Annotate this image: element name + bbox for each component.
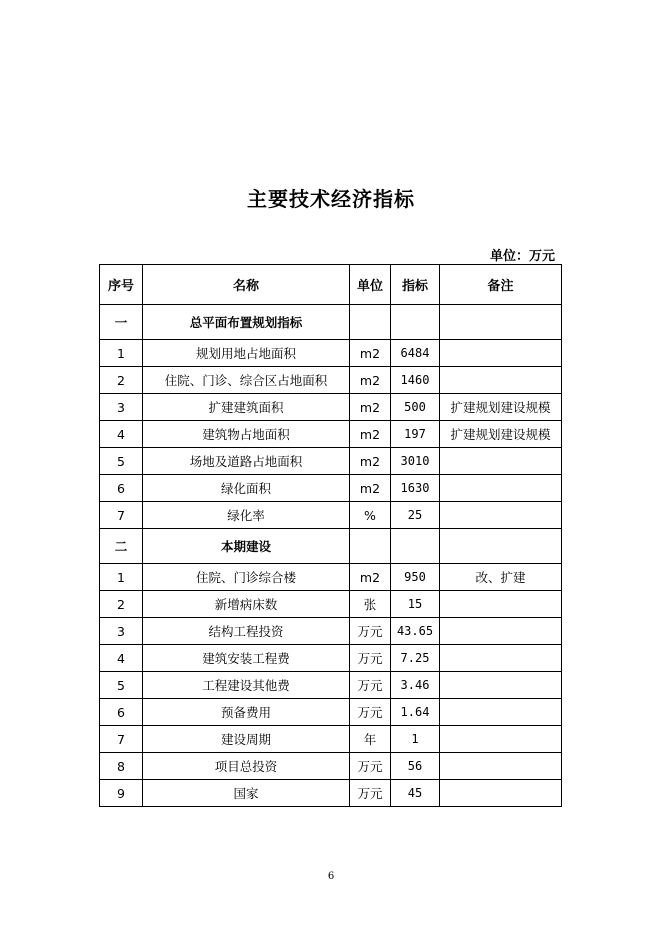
table-row xyxy=(100,780,562,807)
row-unit: 年 xyxy=(350,726,391,753)
row-remark xyxy=(440,591,562,618)
row-number: 1 xyxy=(100,564,143,591)
row-unit: m2 xyxy=(350,340,391,367)
table-row xyxy=(100,448,562,475)
row-value: 15 xyxy=(391,591,440,618)
section-row xyxy=(100,529,562,564)
row-remark xyxy=(440,475,562,502)
row-unit: 万元 xyxy=(350,618,391,645)
table-row xyxy=(100,672,562,699)
row-value: 3010 xyxy=(391,448,440,475)
table-row xyxy=(100,367,562,394)
row-remark xyxy=(440,502,562,529)
header-row xyxy=(100,265,562,305)
row-name: 建筑安装工程费 xyxy=(143,645,350,672)
section-remark-cell xyxy=(440,529,562,564)
row-value: 45 xyxy=(391,780,440,807)
row-name: 新增病床数 xyxy=(143,591,350,618)
table-row xyxy=(100,421,562,448)
row-unit: 张 xyxy=(350,591,391,618)
row-number: 9 xyxy=(100,780,143,807)
row-number: 2 xyxy=(100,591,143,618)
row-value: 6484 xyxy=(391,340,440,367)
header-remark: 备注 xyxy=(440,265,562,305)
row-unit: m2 xyxy=(350,394,391,421)
row-number: 7 xyxy=(100,502,143,529)
section-number: 一 xyxy=(100,305,143,340)
indicators-table xyxy=(99,264,562,807)
row-number: 3 xyxy=(100,394,143,421)
section-unit-cell xyxy=(350,305,391,340)
header-unit: 单位 xyxy=(350,265,391,305)
row-remark xyxy=(440,340,562,367)
row-value: 43.65 xyxy=(391,618,440,645)
row-number: 6 xyxy=(100,699,143,726)
row-name: 项目总投资 xyxy=(143,753,350,780)
row-remark xyxy=(440,367,562,394)
row-remark xyxy=(440,448,562,475)
row-name: 建筑物占地面积 xyxy=(143,421,350,448)
table-row xyxy=(100,340,562,367)
section-value-cell xyxy=(391,305,440,340)
row-number: 5 xyxy=(100,672,143,699)
row-remark xyxy=(440,645,562,672)
page-number: 6 xyxy=(327,871,335,882)
row-value: 1630 xyxy=(391,475,440,502)
section-number: 二 xyxy=(100,529,143,564)
row-remark: 改、扩建 xyxy=(440,564,562,591)
row-value: 1.64 xyxy=(391,699,440,726)
row-name: 预备费用 xyxy=(143,699,350,726)
section-row xyxy=(100,305,562,340)
row-remark: 扩建规划建设规模 xyxy=(440,421,562,448)
table-row xyxy=(100,394,562,421)
header-value: 指标 xyxy=(391,265,440,305)
table-row xyxy=(100,502,562,529)
row-value: 500 xyxy=(391,394,440,421)
table-row xyxy=(100,475,562,502)
row-number: 8 xyxy=(100,753,143,780)
row-unit: m2 xyxy=(350,475,391,502)
table-row xyxy=(100,753,562,780)
row-remark xyxy=(440,672,562,699)
table-row xyxy=(100,591,562,618)
row-unit: m2 xyxy=(350,421,391,448)
row-value: 1 xyxy=(391,726,440,753)
row-name: 国家 xyxy=(143,780,350,807)
document-title: 主要技术经济指标 xyxy=(247,187,415,211)
row-number: 4 xyxy=(100,421,143,448)
row-remark xyxy=(440,618,562,645)
row-remark xyxy=(440,780,562,807)
row-unit: m2 xyxy=(350,564,391,591)
table-row xyxy=(100,726,562,753)
row-name: 场地及道路占地面积 xyxy=(143,448,350,475)
section-title: 本期建设 xyxy=(143,529,350,564)
section-title: 总平面布置规划指标 xyxy=(143,305,350,340)
row-number: 7 xyxy=(100,726,143,753)
row-value: 3.46 xyxy=(391,672,440,699)
row-name: 住院、门诊、综合区占地面积 xyxy=(143,367,350,394)
row-value: 56 xyxy=(391,753,440,780)
row-unit: m2 xyxy=(350,367,391,394)
row-name: 绿化面积 xyxy=(143,475,350,502)
row-number: 4 xyxy=(100,645,143,672)
row-unit: 万元 xyxy=(350,645,391,672)
header-no: 序号 xyxy=(100,265,143,305)
row-name: 规划用地占地面积 xyxy=(143,340,350,367)
row-name: 工程建设其他费 xyxy=(143,672,350,699)
header-name: 名称 xyxy=(143,265,350,305)
row-number: 2 xyxy=(100,367,143,394)
row-remark xyxy=(440,726,562,753)
row-value: 950 xyxy=(391,564,440,591)
table-row xyxy=(100,645,562,672)
row-name: 建设周期 xyxy=(143,726,350,753)
row-value: 197 xyxy=(391,421,440,448)
section-unit-cell xyxy=(350,529,391,564)
row-unit: 万元 xyxy=(350,753,391,780)
table-row xyxy=(100,618,562,645)
row-value: 1460 xyxy=(391,367,440,394)
row-name: 绿化率 xyxy=(143,502,350,529)
section-remark-cell xyxy=(440,305,562,340)
row-number: 1 xyxy=(100,340,143,367)
row-name: 扩建建筑面积 xyxy=(143,394,350,421)
row-number: 6 xyxy=(100,475,143,502)
row-unit: 万元 xyxy=(350,780,391,807)
row-value: 7.25 xyxy=(391,645,440,672)
row-remark xyxy=(440,699,562,726)
row-name: 结构工程投资 xyxy=(143,618,350,645)
unit-label: 单位：万元 xyxy=(489,249,555,264)
row-value: 25 xyxy=(391,502,440,529)
row-remark: 扩建规划建设规模 xyxy=(440,394,562,421)
table-row xyxy=(100,564,562,591)
row-unit: m2 xyxy=(350,448,391,475)
row-number: 3 xyxy=(100,618,143,645)
row-unit: 万元 xyxy=(350,672,391,699)
row-number: 5 xyxy=(100,448,143,475)
row-name: 住院、门诊综合楼 xyxy=(143,564,350,591)
row-unit: 万元 xyxy=(350,699,391,726)
table-row xyxy=(100,699,562,726)
row-unit: % xyxy=(350,502,391,529)
row-remark xyxy=(440,753,562,780)
section-value-cell xyxy=(391,529,440,564)
